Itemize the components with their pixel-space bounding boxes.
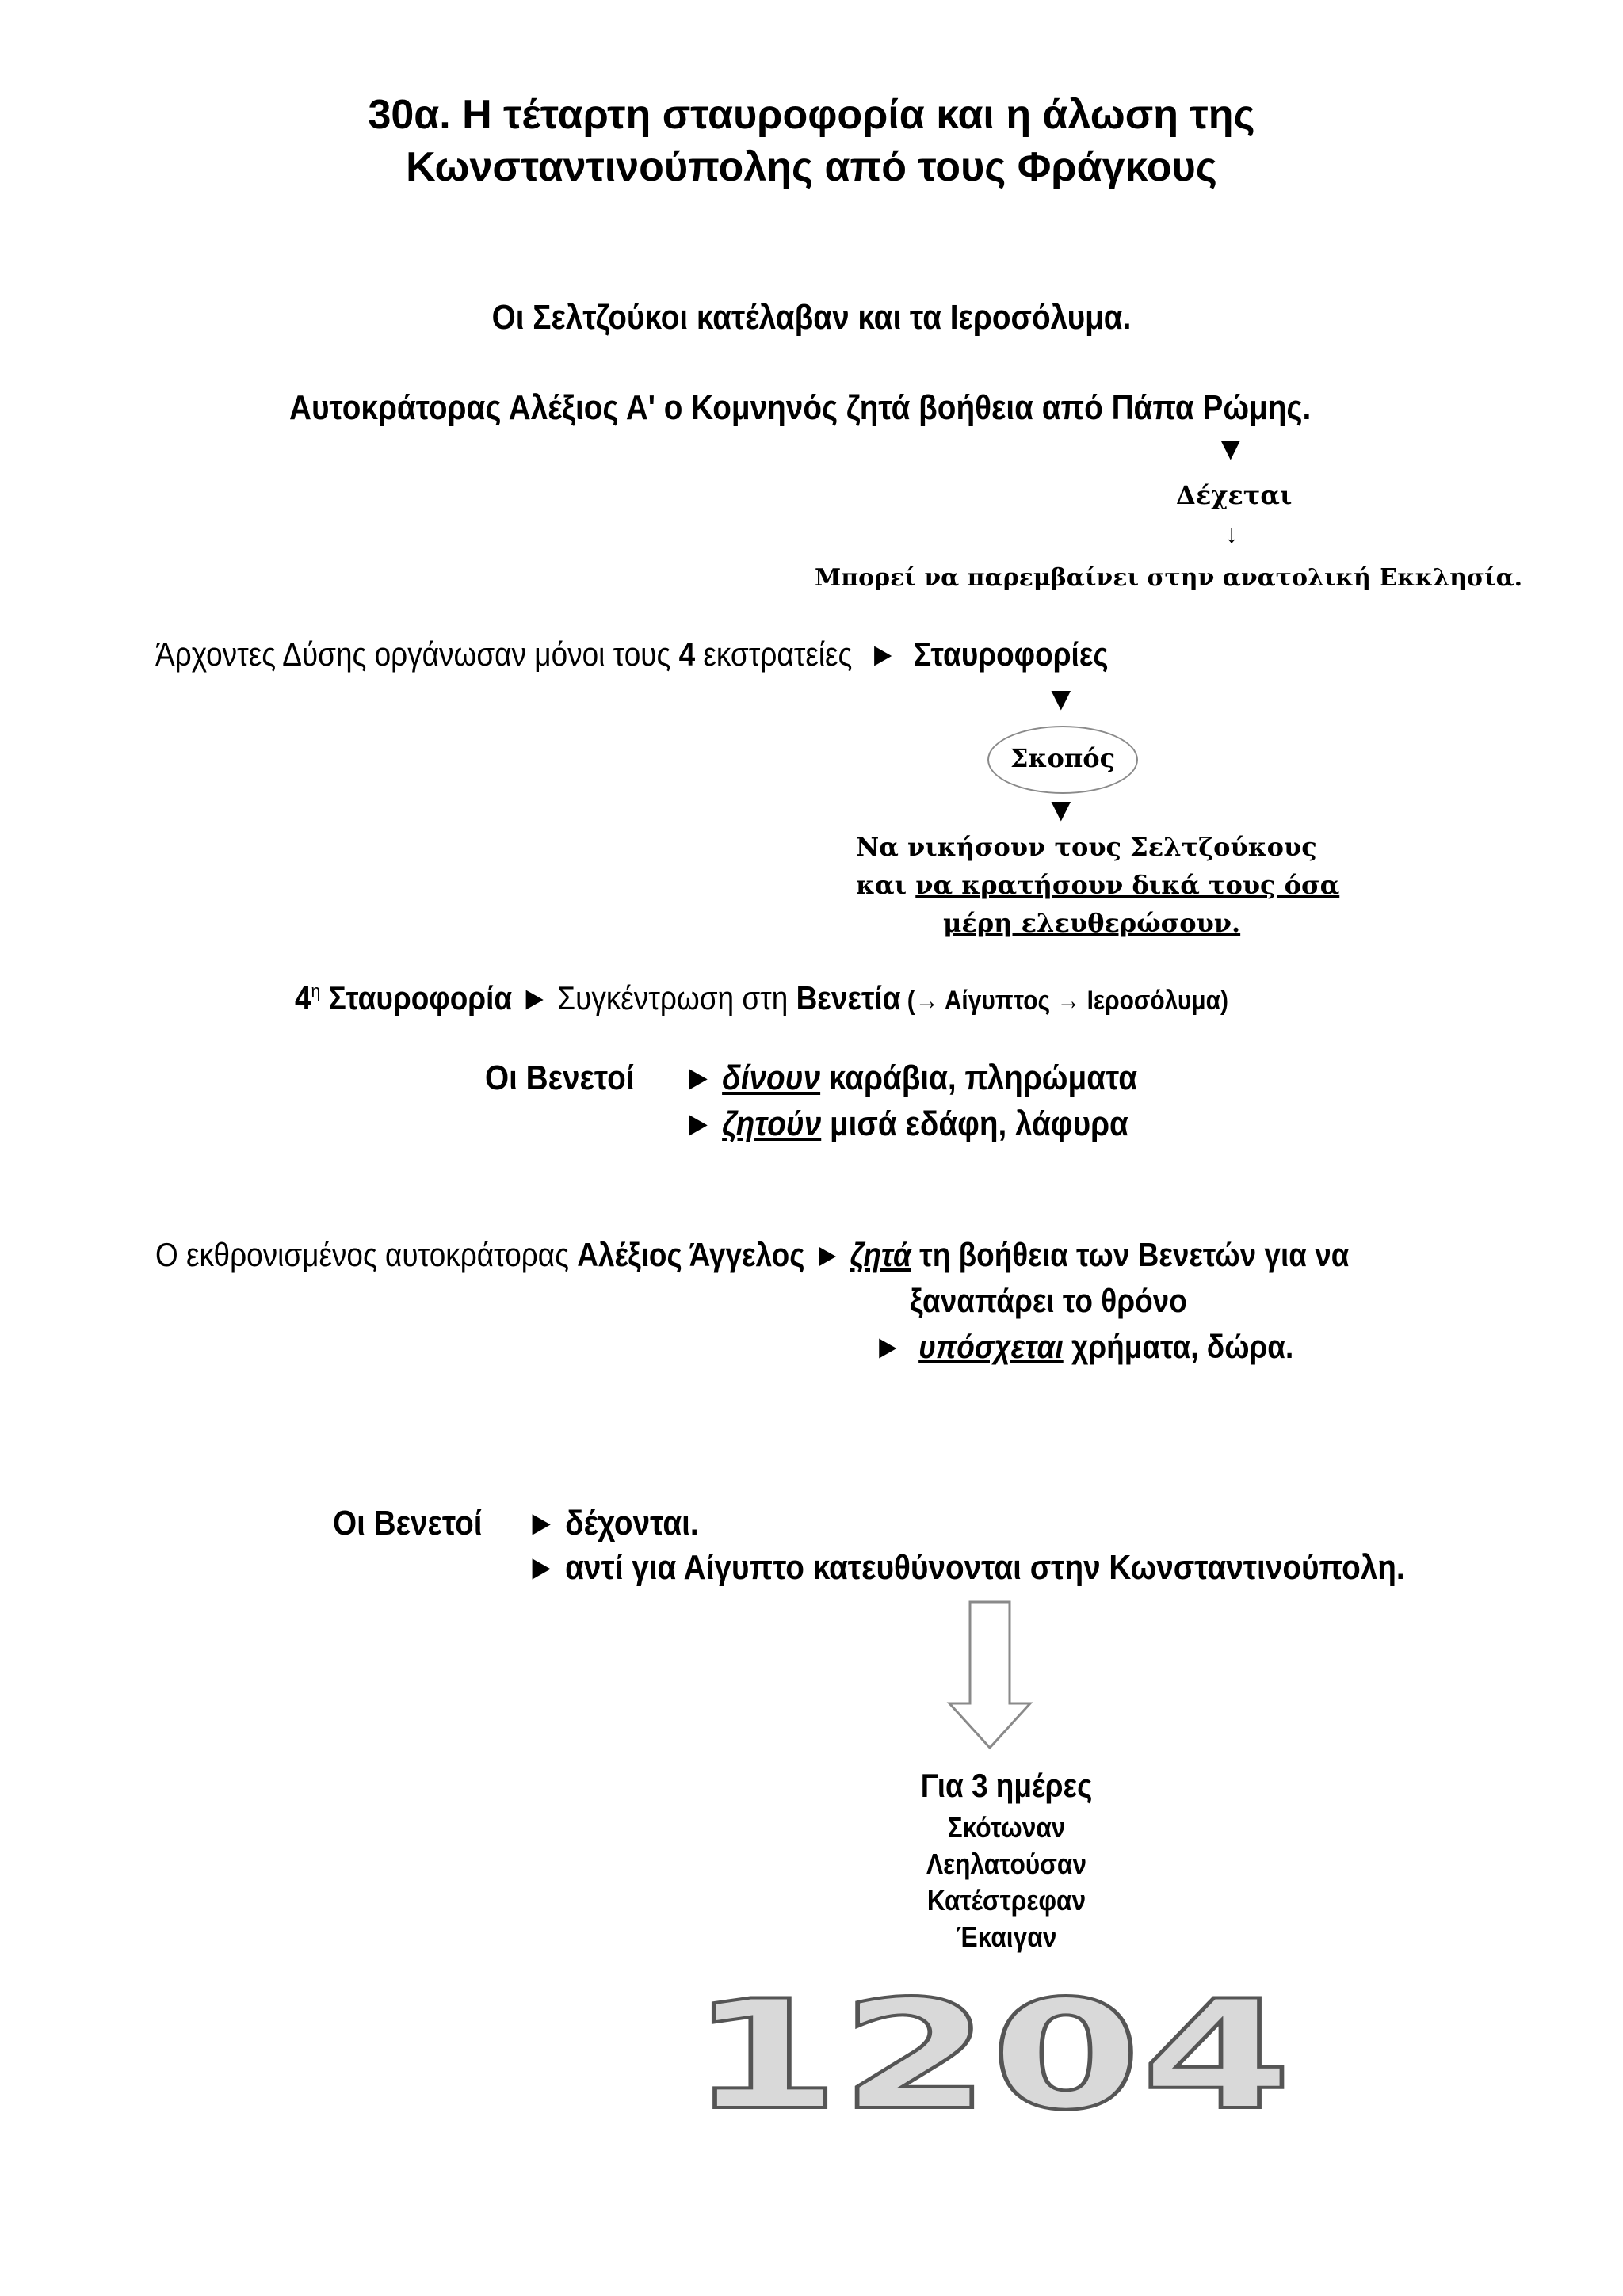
fourth-route: (→ Αίγυπτος → Ιεροσόλυμα): [900, 986, 1228, 1016]
fourth-num: 4: [295, 979, 311, 1016]
fourth-crusade-line: [295, 979, 1228, 1017]
crusades-count: 4: [678, 635, 696, 673]
purpose-line-2-plain: και: [856, 870, 916, 900]
right-triangle-icon: ►: [526, 1548, 557, 1587]
sack-item: Κατέστρεφαν: [926, 1884, 1086, 1917]
down-triangle-icon: ▼: [1044, 791, 1078, 828]
sack-item: Έκαιγαν: [956, 1920, 1057, 1953]
promises-rest: χρήματα, δώρα.: [1063, 1328, 1294, 1365]
pope-result: Μπορεί να παρεμβαίνει στην ανατολική Εκκλησία.: [815, 564, 1523, 592]
venetians-label-1: Οι Βενετοί: [485, 1058, 635, 1097]
right-triangle-icon: ►: [812, 1236, 842, 1273]
alexios-angelos-line: [155, 1236, 1350, 1274]
venetians-ask-line: [683, 1104, 1128, 1144]
fourth-place: Βενετία: [796, 979, 901, 1016]
down-triangle-icon: ▼: [1214, 429, 1247, 467]
down-arrow-icon: ↓: [1225, 520, 1238, 548]
sack-item: Σκότωναν: [947, 1811, 1066, 1844]
sack-heading: Για 3 ημέρες: [920, 1767, 1093, 1804]
give-rest: καράβια, πληρώματα: [820, 1058, 1138, 1097]
alexios-name: Αλέξιος Άγγελος: [577, 1236, 805, 1273]
verb-asks: ζητά: [850, 1236, 911, 1273]
right-triangle-icon: ►: [683, 1104, 714, 1143]
verb-promises: υπόσχεται: [918, 1328, 1064, 1365]
ask-rest: μισά εδάφη, λάφυρα: [821, 1104, 1128, 1143]
sack-list: [818, 1762, 1194, 1955]
crusades-text-pre: Άρχοντες Δύσης οργάνωσαν μόνοι τους: [155, 635, 679, 673]
crusades-result: Σταυροφορίες: [913, 635, 1109, 673]
crusades-line: [155, 635, 1109, 673]
right-triangle-icon: ►: [520, 979, 550, 1016]
year-1204: [682, 1989, 1300, 2131]
venetians-label-2: Οι Βενετοί: [333, 1504, 483, 1543]
purpose-line-3: μέρη ελευθερώσουν.: [943, 908, 1241, 938]
asks-rest: τη βοήθεια των Βενετών για να: [911, 1236, 1350, 1273]
fourth-text: Συγκέντρωση στη: [549, 979, 796, 1016]
hollow-down-arrow-icon: [946, 1600, 1033, 1751]
promises-line: [873, 1328, 1293, 1366]
purpose-line-2: [856, 870, 1339, 900]
sack-item: Λεηλατούσαν: [926, 1848, 1087, 1880]
alexios-komnenos-line: Αυτοκράτορας Αλέξιος Α' ο Κομνηνός ζητά βοήθεια από Πάπα Ρώμης.: [289, 388, 1312, 427]
verb-ask: ζητούν: [722, 1104, 822, 1143]
redirect-text: αντί για Αίγυπτο κατευθύνονται στην Κωνσταντινούπολη.: [556, 1548, 1405, 1587]
purpose-line-1: Να νικήσουν τους Σελτζούκους: [856, 832, 1317, 862]
asks-rest-line-2: ξαναπάρει το θρόνο: [910, 1282, 1187, 1319]
down-triangle-icon: ▼: [1044, 680, 1078, 717]
right-triangle-icon: ►: [873, 1328, 903, 1365]
fourth-sup: η: [311, 981, 321, 1002]
venetians-give-line: [683, 1058, 1137, 1098]
title-line-1: 30α. Η τέταρτη σταυροφορία και η άλωση της: [368, 92, 1255, 138]
page-title: [0, 89, 1623, 193]
title-line-2: Κωνσταντινούπολης από τους Φράγκους: [406, 144, 1217, 190]
verb-give: δίνουν: [722, 1058, 821, 1097]
right-triangle-icon: ►: [526, 1504, 557, 1543]
purpose-label: Σκοπός: [1010, 743, 1116, 773]
accept-text: δέχονται.: [556, 1504, 699, 1543]
fourth-label: Σταυροφορία: [320, 979, 513, 1016]
right-triangle-icon: ►: [868, 635, 898, 673]
right-triangle-icon: ►: [683, 1058, 714, 1097]
purpose-line-2-underlined: να κρατήσουν δικά τους όσα: [915, 870, 1340, 900]
alexios-pre: Ο εκθρονισμένος αυτοκράτορας: [155, 1236, 578, 1273]
year-text: 1204: [689, 1989, 1292, 2131]
venetians-redirect-line: [526, 1548, 1405, 1588]
crusades-text-post: εκστρατείες: [695, 635, 853, 673]
seljuks-line: Οι Σελτζούκοι κατέλαβαν και τα Ιεροσόλυμα.: [491, 298, 1132, 337]
pope-accepts: Δέχεται: [1176, 480, 1293, 510]
venetians-accept-line: [526, 1504, 699, 1543]
